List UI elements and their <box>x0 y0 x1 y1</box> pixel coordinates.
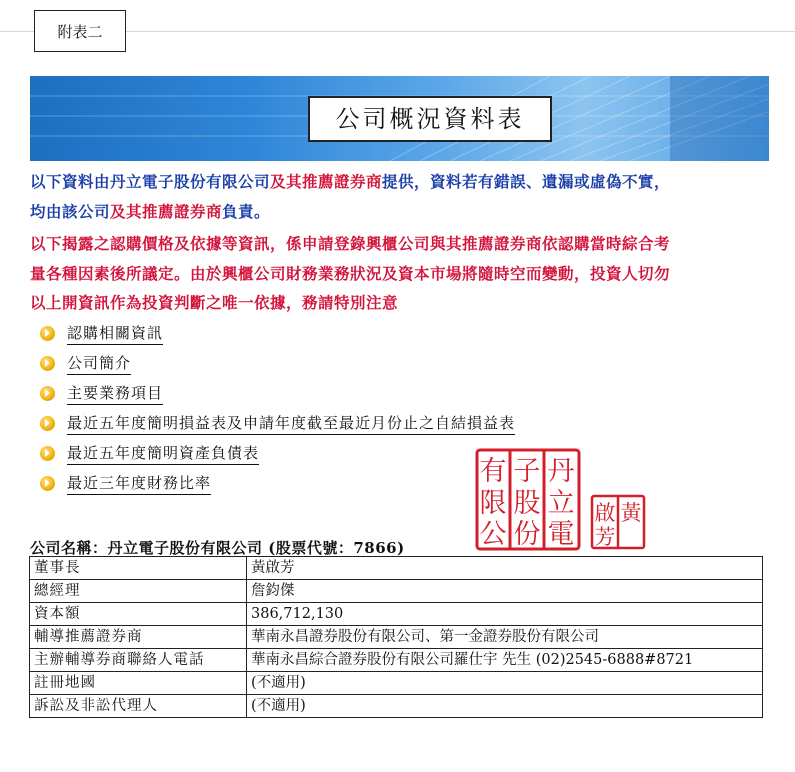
appendix-label: 附表二 <box>34 10 126 52</box>
disclaimer-line-2: 量各種因素後所議定。由於興櫃公司財務業務狀況及資本市場將隨時空而變動，投資人切勿 <box>30 264 671 283</box>
notice-line-1-part-2: 及其推薦證券商 <box>270 172 383 191</box>
menu-item-balance-sheet[interactable] <box>40 438 515 468</box>
row-value: 華南永昌證券股份有限公司、第一金證券股份有限公司 <box>247 626 763 649</box>
svg-text:電: 電 <box>547 519 575 550</box>
menu-item-label[interactable]: 認購相關資訊 <box>67 322 163 345</box>
menu-item-label[interactable]: 最近五年度簡明資產負債表 <box>67 442 259 465</box>
table-row <box>30 695 763 718</box>
row-value: 黃啟芳 <box>247 557 763 580</box>
section-menu <box>40 318 515 498</box>
svg-text:限: 限 <box>479 488 507 519</box>
notice-line-1 <box>30 170 670 192</box>
arrow-bullet-icon <box>40 356 55 371</box>
notice-line-2-part-1: 均由該公司 <box>30 202 111 221</box>
company-seal <box>474 447 582 552</box>
svg-text:黃: 黃 <box>620 501 642 525</box>
row-key: 註冊地國 <box>30 672 247 695</box>
menu-item-income-statement[interactable] <box>40 408 515 438</box>
notice-line-2-part-2: 及其推薦證券商 <box>110 202 223 221</box>
notice-line-1-part-3: 提供，資料若有錯誤、遺漏或虛偽不實， <box>382 172 671 191</box>
row-value: (不適用) <box>247 672 763 695</box>
table-row <box>30 603 763 626</box>
row-value: 詹鈞傑 <box>247 580 763 603</box>
row-value: (不適用) <box>247 695 763 718</box>
svg-text:有: 有 <box>479 456 507 487</box>
row-key: 資本額 <box>30 603 247 626</box>
svg-text:立: 立 <box>547 488 575 519</box>
menu-item-label[interactable]: 公司簡介 <box>67 352 131 375</box>
menu-item-label[interactable]: 主要業務項目 <box>67 382 163 405</box>
arrow-bullet-icon <box>40 416 55 431</box>
arrow-bullet-icon <box>40 386 55 401</box>
row-value: 386,712,130 <box>247 603 763 626</box>
disclaimer-line-3: 以上開資訊作為投資判斷之唯一依據，務請特別注意 <box>30 293 399 312</box>
row-key: 訴訟及非訟代理人 <box>30 695 247 718</box>
row-key: 主辦輔導券商聯絡人電話 <box>30 649 247 672</box>
svg-text:丹: 丹 <box>547 456 575 487</box>
table-row <box>30 580 763 603</box>
banner-title: 公司概況資料表 <box>308 96 552 142</box>
arrow-bullet-icon <box>40 476 55 491</box>
svg-text:芳: 芳 <box>594 525 616 549</box>
menu-item-label[interactable]: 最近三年度財務比率 <box>67 472 211 495</box>
menu-item-label[interactable]: 最近五年度簡明損益表及申請年度截至最近月份止之自結損益表 <box>67 412 515 435</box>
notice-line-2 <box>30 200 270 222</box>
svg-text:啟: 啟 <box>594 501 616 525</box>
table-row <box>30 626 763 649</box>
notice-line-1-part-1: 以下資料由丹立電子股份有限公司 <box>30 172 271 191</box>
menu-item-financial-ratios[interactable] <box>40 468 515 498</box>
row-key: 總經理 <box>30 580 247 603</box>
menu-item-company-profile[interactable] <box>40 348 515 378</box>
svg-text:份: 份 <box>513 519 541 550</box>
menu-item-main-business[interactable] <box>40 378 515 408</box>
row-key: 輔導推薦證券商 <box>30 626 247 649</box>
notice-line-2-part-3: 負責。 <box>222 202 271 221</box>
banner <box>30 76 769 161</box>
arrow-bullet-icon <box>40 326 55 341</box>
company-name-line: 公司名稱：丹立電子股份有限公司 (股票代號：7866) <box>30 539 405 557</box>
svg-text:股: 股 <box>513 488 541 519</box>
personal-seal <box>590 494 646 550</box>
table-row <box>30 672 763 695</box>
table-row <box>30 557 763 580</box>
menu-item-subscription-info[interactable] <box>40 318 515 348</box>
svg-text:子: 子 <box>513 456 541 487</box>
table-row <box>30 649 763 672</box>
svg-text:公: 公 <box>479 519 507 550</box>
row-value: 華南永昌綜合證券股份有限公司羅仕宇 先生 (02)2545-6888#8721 <box>247 649 763 672</box>
company-info-table <box>29 556 763 718</box>
arrow-bullet-icon <box>40 446 55 461</box>
disclaimer-line-1: 以下揭露之認購價格及依據等資訊，係申請登錄興櫃公司與其推薦證券商依認購當時綜合考 <box>30 234 671 253</box>
row-key: 董事長 <box>30 557 247 580</box>
